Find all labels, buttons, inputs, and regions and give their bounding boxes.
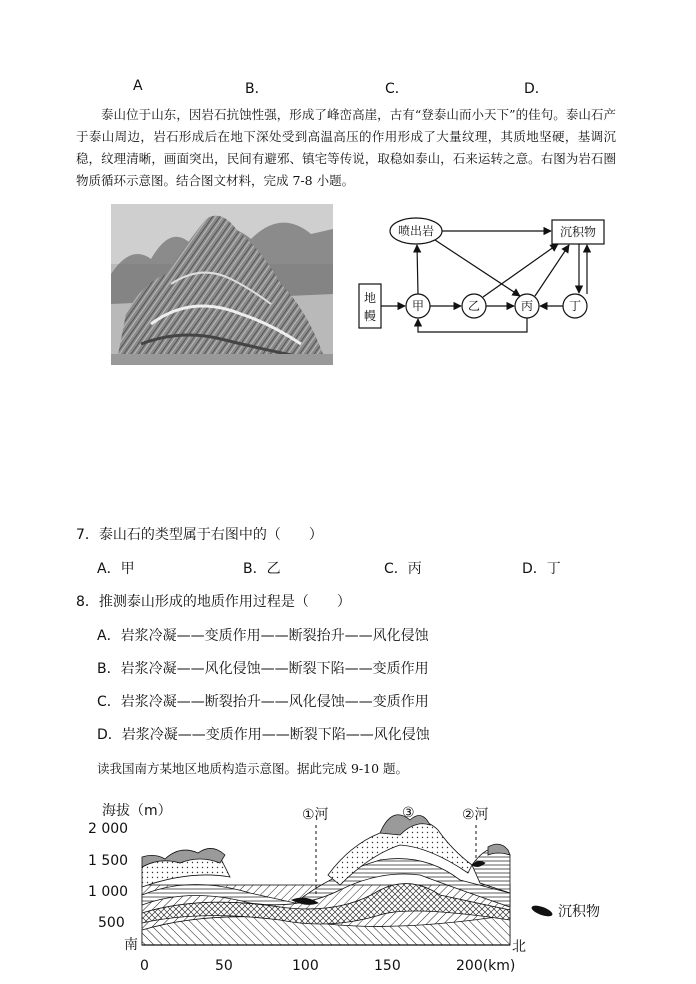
y-tick-2000: 2 000 [88, 821, 129, 837]
top-option-d: D． [524, 81, 549, 97]
q8-option-a[interactable]: A．岩浆冷凝——变质作用——断裂抬升——风化侵蚀 [97, 628, 429, 644]
node-extrusive: 喷出岩 [397, 224, 435, 238]
y-tick-1500: 1 500 [88, 853, 129, 869]
north-label: 北 [512, 939, 526, 955]
x-tick-50: 50 [215, 958, 233, 974]
top-option-a: A [133, 78, 143, 94]
node-bing: 丙 [520, 299, 534, 313]
q7-option-c[interactable]: C．丙 [384, 561, 422, 577]
sediment-legend-swatch [530, 903, 553, 918]
y-axis-title: 海拔（m） [102, 803, 172, 819]
section2-intro: 读我国南方某地区地质构造示意图。据此完成 9-10 题。 [97, 761, 409, 776]
q8-option-d[interactable]: D．岩浆冷凝——变质作用——断裂下陷——风化侵蚀 [97, 727, 430, 743]
node-sediment: 沉积物 [559, 225, 597, 239]
q7-option-a[interactable]: A．甲 [97, 561, 135, 577]
q7-stem: 7．泰山石的类型属于右图中的（ ） [76, 527, 323, 543]
south-label: 南 [124, 937, 138, 953]
mark3-label: ③ [402, 805, 415, 821]
rock-cycle-diagram [355, 210, 615, 350]
x-tick-200km: 200(km) [456, 958, 516, 974]
q8-option-c[interactable]: C．岩浆冷凝——断裂抬升——风化侵蚀——变质作用 [97, 694, 429, 710]
q8-option-b[interactable]: B．岩浆冷凝——风化侵蚀——断裂下陷——变质作用 [97, 661, 429, 677]
node-mantle-2: 幔 [363, 309, 377, 323]
node-mantle-1: 地 [363, 291, 377, 305]
x-tick-100: 100 [292, 958, 319, 974]
intro-paragraph: 泰山位于山东，因岩石抗蚀性强，形成了峰峦高崖，古有“登泰山而小天下”的佳句。泰山石产于泰山周边，岩石形成后在地下深处受到高温高压的作用形成了大量纹理，其质地坚硬，基调沉稳，纹理清晰，画面突出，民间有避邪、镇宅等传说，取稳如泰山，石来运转之意。右图为岩石圈物质循环示意图。结合图文材料，完成 7-8 小题。 [76, 107, 616, 188]
q7-option-d[interactable]: D．丁 [522, 561, 561, 577]
q8-stem: 8．推测泰山形成的地质作用过程是（ ） [76, 594, 351, 610]
river2-label: ②河 [462, 807, 489, 823]
top-option-c: C． [385, 81, 409, 97]
river1-label: ①河 [302, 807, 329, 823]
node-jia: 甲 [411, 299, 425, 313]
sediment-legend-label: 沉积物 [558, 904, 600, 920]
y-tick-500: 500 [98, 915, 125, 931]
x-tick-150: 150 [374, 958, 401, 974]
taishan-stone-photo [111, 204, 333, 365]
node-yi: 乙 [467, 299, 481, 313]
x-tick-0: 0 [140, 958, 149, 974]
geologic-section-figure [80, 795, 620, 980]
node-ding: 丁 [568, 299, 582, 313]
y-tick-1000: 1 000 [88, 884, 129, 900]
q7-option-b[interactable]: B．乙 [243, 561, 281, 577]
top-option-b: B． [245, 81, 269, 97]
